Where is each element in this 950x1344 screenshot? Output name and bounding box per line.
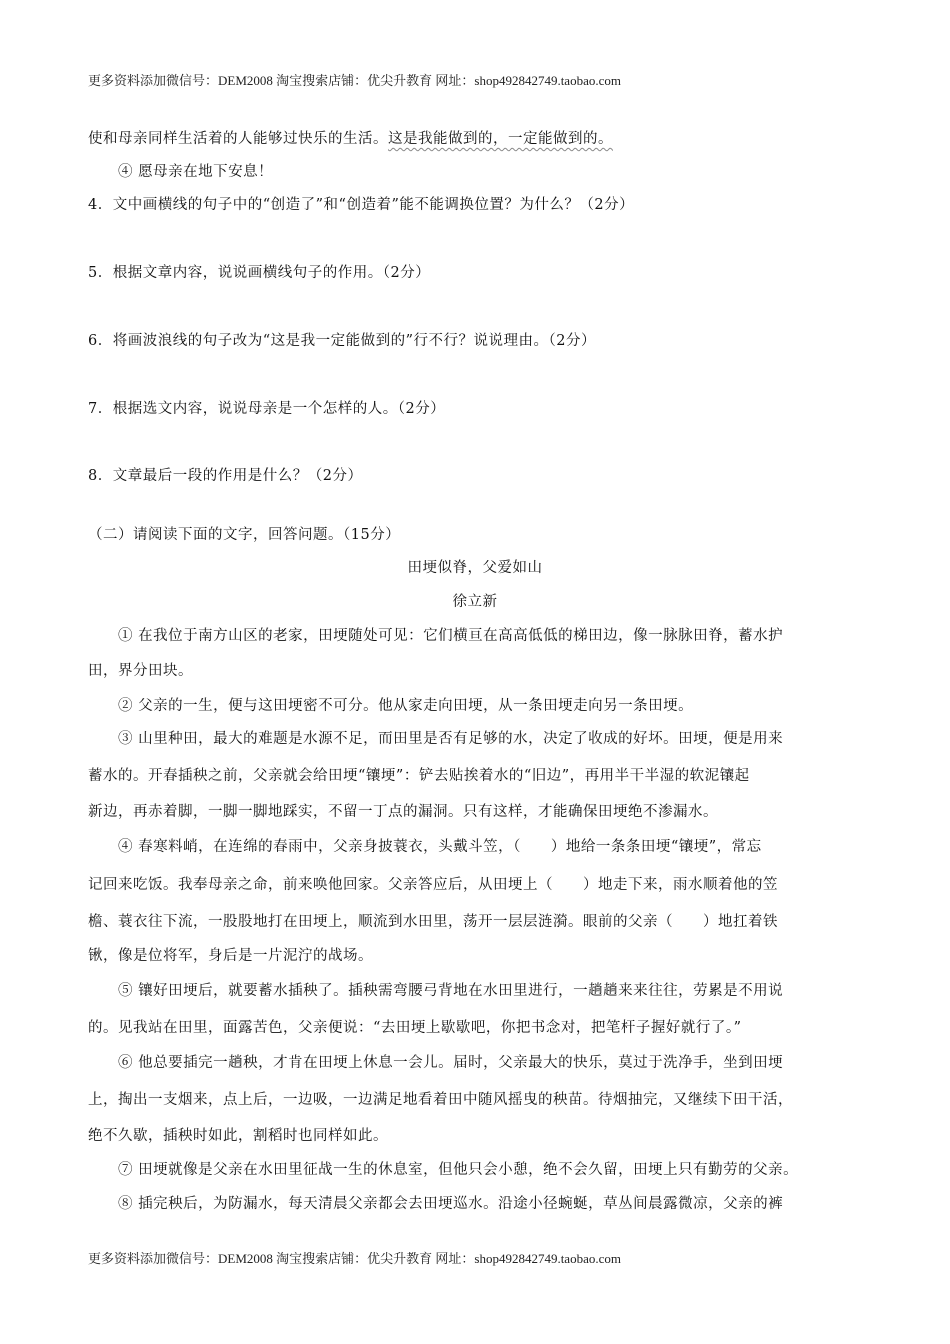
article-line: 新边，再赤着脚，一脚一脚地踩实，不留一丁点的漏洞。只有这样，才能确保田埂绝不渗漏水。 bbox=[88, 804, 718, 820]
article-line: 的。见我站在田里，面露苦色，父亲便说：“去田埂上歇歇吧，你把书念对，把笔杆子握好就行了。” bbox=[88, 1020, 742, 1036]
question-6: 6．将画波浪线的句子改为“这是我一定能做到的”行不行？说说理由。（2分） bbox=[88, 333, 597, 349]
paragraph-4-line: ④ 愿母亲在地下安息！ bbox=[118, 164, 274, 180]
article-line: 绝不久歇，插秧时如此，割稻时也同样如此。 bbox=[88, 1128, 388, 1144]
article-line: ① 在我位于南方山区的老家，田埂随处可见：它们横亘在高高低低的梯田边，像一脉脉田脊，蓄水护 bbox=[118, 628, 784, 644]
article-line: 蓄水的。开春插秧之前，父亲就会给田埂“镶埂”：铲去贴挨着水的“旧边”，再用半干半湿的软泥镶起 bbox=[88, 768, 750, 784]
article-line: ⑤ 镶好田埂后，就要蓄水插秧了。插秧需弯腰弓背地在水田里进行，一趟趟来来往往，劳累是不用说 bbox=[118, 983, 784, 999]
article-line: ⑧ 插完秧后，为防漏水，每天清晨父亲都会去田埂巡水。沿途小径蜿蜒，草丛间晨露微凉，父亲的裤 bbox=[118, 1196, 784, 1212]
text-line-continuation bbox=[88, 127, 613, 148]
article-title: 田埂似脊，父爱如山 bbox=[407, 560, 543, 576]
article-line: ③ 山里种田，最大的难题是水源不足，而田里是否有足够的水，决定了收成的好坏。田埂，便是用来 bbox=[118, 731, 784, 747]
page-header: 更多资料添加微信号：DEM2008 淘宝搜索店铺：优尖升教育 网址：shop492842749.taobao.com bbox=[88, 73, 621, 88]
question-4: 4．文中画横线的句子中的“创造了”和“创造着”能不能调换位置？为什么？（2分） bbox=[88, 197, 635, 213]
article-line: 记回来吃饭。我奉母亲之命，前来唤他回家。父亲答应后，从田埂上（ ）地走下来，雨水顺着他的笠 bbox=[88, 877, 778, 893]
question-7: 7．根据选文内容，说说母亲是一个怎样的人。（2分） bbox=[88, 401, 446, 417]
article-line: 锹，像是位将军，身后是一片泥泞的战场。 bbox=[88, 948, 373, 964]
question-8: 8．文章最后一段的作用是什么？（2分） bbox=[88, 468, 363, 484]
article-line: 上，掏出一支烟来，点上后，一边吸，一边满足地看着田中随风摇曳的秧苗。待烟抽完，又继续下田干活， bbox=[88, 1092, 793, 1108]
wavy-underlined-sentence: 这是我能做到的，一定能做到的。 bbox=[388, 131, 613, 147]
section-intro: （二）请阅读下面的文字，回答问题。（15分） bbox=[88, 527, 401, 543]
article-line: 檐、蓑衣往下流，一股股地打在田埂上，顺流到水田里，荡开一层层涟漪。眼前的父亲（ ）地扛着铁 bbox=[88, 914, 778, 930]
plain-text: 使和母亲同样生活着的人能够过快乐的生活。 bbox=[88, 131, 388, 147]
article-line: ⑦ 田埂就像是父亲在水田里征战一生的休息室，但他只会小憩，绝不会久留，田埂上只有勤劳的父亲。 bbox=[118, 1162, 799, 1178]
article-author: 徐立新 bbox=[452, 594, 498, 610]
article-line: ② 父亲的一生，便与这田埂密不可分。他从家走向田埂，从一条田埂走向另一条田埂。 bbox=[118, 698, 694, 714]
article-line: ⑥ 他总要插完一趟秧，才肯在田埂上休息一会儿。届时，父亲最大的快乐，莫过于洗净手，坐到田埂 bbox=[118, 1055, 784, 1071]
page-footer: 更多资料添加微信号：DEM2008 淘宝搜索店铺：优尖升教育 网址：shop492842749.taobao.com bbox=[88, 1251, 621, 1266]
question-5: 5．根据文章内容，说说画横线句子的作用。（2分） bbox=[88, 265, 431, 281]
article-line: ④ 春寒料峭，在连绵的春雨中，父亲身披蓑衣，头戴斗笠，（ ）地给一条条田埂“镶埂”，常忘 bbox=[118, 839, 762, 855]
article-line: 田，界分田块。 bbox=[88, 663, 193, 679]
